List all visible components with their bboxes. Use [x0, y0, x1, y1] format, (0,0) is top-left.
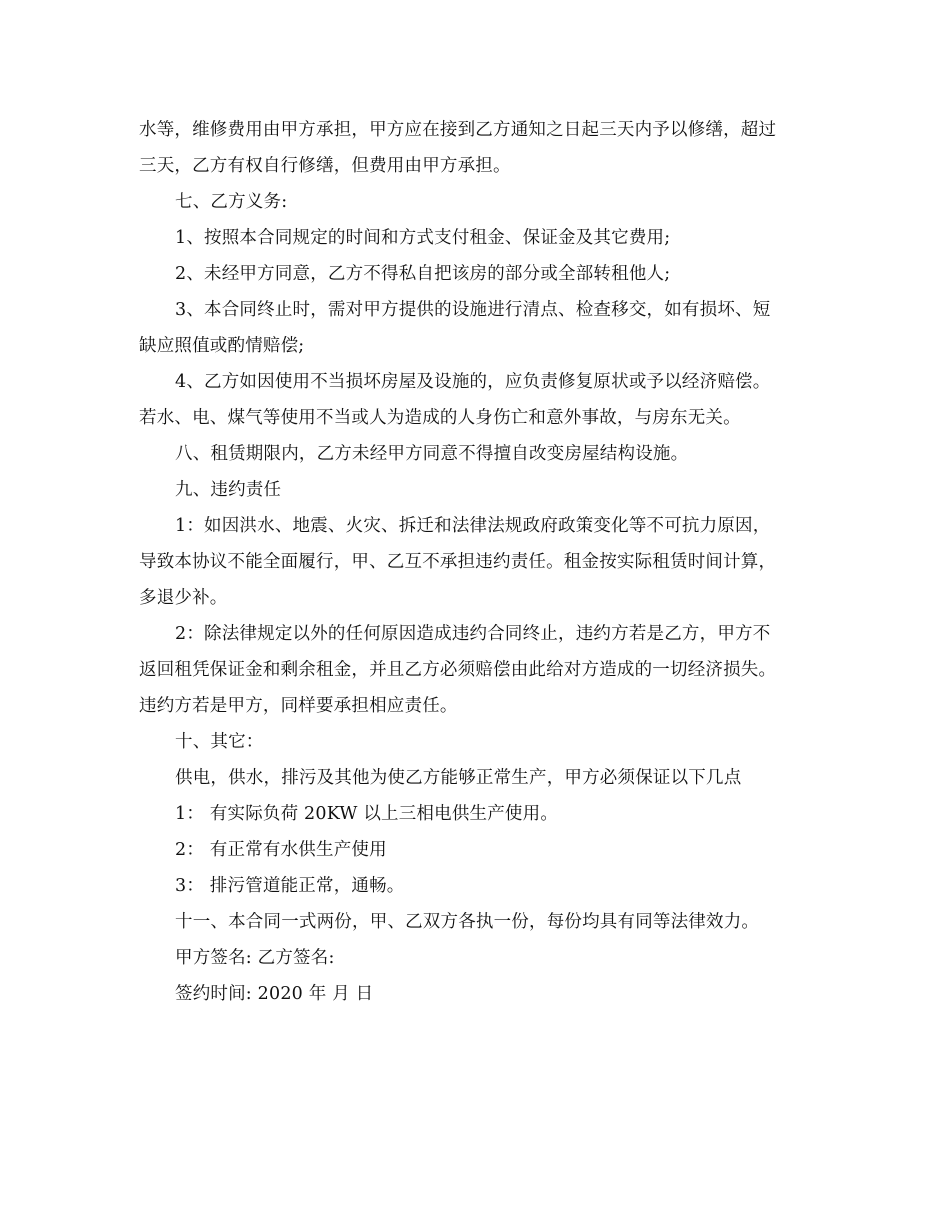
- text-line: 缺应照值或酌情赔偿;: [139, 336, 305, 356]
- text-line: 2： 有正常有水供生产使用: [175, 840, 387, 860]
- obligation-item-2: [139, 256, 815, 292]
- obligation-item-3: [139, 292, 815, 364]
- text-line: 十、其它：: [175, 732, 264, 752]
- text-line: 3： 排污管道能正常，通畅。: [175, 876, 405, 896]
- text-line: 水等，维修费用由甲方承担，甲方应在接到乙方通知之日起三天内予以修缮，超过: [139, 120, 777, 140]
- obligation-item-4: [139, 364, 815, 436]
- text-line: 违约方若是甲方，同样要承担相应责任。: [139, 696, 458, 716]
- supply-item-2: [139, 832, 815, 868]
- breach-item-1: [139, 508, 815, 616]
- paragraph-repair-cost: [139, 112, 815, 184]
- text-line: 八、租赁期限内，乙方未经甲方同意不得擅自改变房屋结构设施。: [175, 444, 689, 464]
- text-line: 返回租凭保证金和剩余租金，并且乙方必须赔偿由此给对方造成的一切经济损失。: [139, 660, 777, 680]
- text-line: 九、违约责任: [175, 480, 282, 500]
- text-line: 2、未经甲方同意，乙方不得私自把该房的部分或全部转租他人;: [175, 264, 671, 284]
- text-line: 2：除法律规定以外的任何原因造成违约合同终止，违约方若是乙方，甲方不: [175, 624, 771, 644]
- signing-date-line: [139, 976, 815, 1012]
- section-heading-party-b-obligations: [139, 184, 815, 220]
- text-line: 若水、电、煤气等使用不当或人为造成的人身伤亡和意外事故，与房东无关。: [139, 408, 741, 428]
- section-heading-copies: [139, 904, 815, 940]
- document-body: [139, 112, 815, 1012]
- section-heading-breach-liability: [139, 472, 815, 508]
- text-line: 七、乙方义务:: [175, 192, 288, 212]
- text-line: 十一、本合同一式两份，甲、乙双方各执一份，每份均具有同等法律效力。: [175, 912, 760, 932]
- text-line: 1： 有实际负荷 20KW 以上三相电供生产使用。: [175, 804, 559, 824]
- text-line: 供电，供水，排污及其他为使乙方能够正常生产，甲方必须保证以下几点: [175, 768, 742, 788]
- breach-item-2: [139, 616, 815, 724]
- text-line: 1、按照本合同规定的时间和方式支付租金、保证金及其它费用;: [175, 228, 671, 248]
- text-line: 甲方签名: 乙方签名:: [175, 948, 335, 968]
- supply-item-1: [139, 796, 815, 832]
- text-line: 三天，乙方有权自行修缮，但费用由甲方承担。: [139, 156, 511, 176]
- text-line: 1：如因洪水、地震、火灾、拆迁和法律法规政府政策变化等不可抗力原因，: [175, 516, 771, 536]
- text-line: 导致本协议不能全面履行，甲、乙互不承担违约责任。租金按实际租赁时间计算，: [139, 552, 777, 572]
- text-line: 签约时间: 2020 年 月 日: [175, 984, 374, 1004]
- obligation-item-1: [139, 220, 815, 256]
- section-heading-other: [139, 724, 815, 760]
- supply-requirements-intro: [139, 760, 815, 796]
- signature-line: [139, 940, 815, 976]
- text-line: 多退少补。: [139, 588, 228, 608]
- supply-item-3: [139, 868, 815, 904]
- text-line: 3、本合同终止时，需对甲方提供的设施进行清点、检查移交，如有损坏、短: [175, 300, 771, 320]
- section-heading-structure-changes: [139, 436, 815, 472]
- text-line: 4、乙方如因使用不当损坏房屋及设施的，应负责修复原状或予以经济赔偿。: [175, 372, 771, 392]
